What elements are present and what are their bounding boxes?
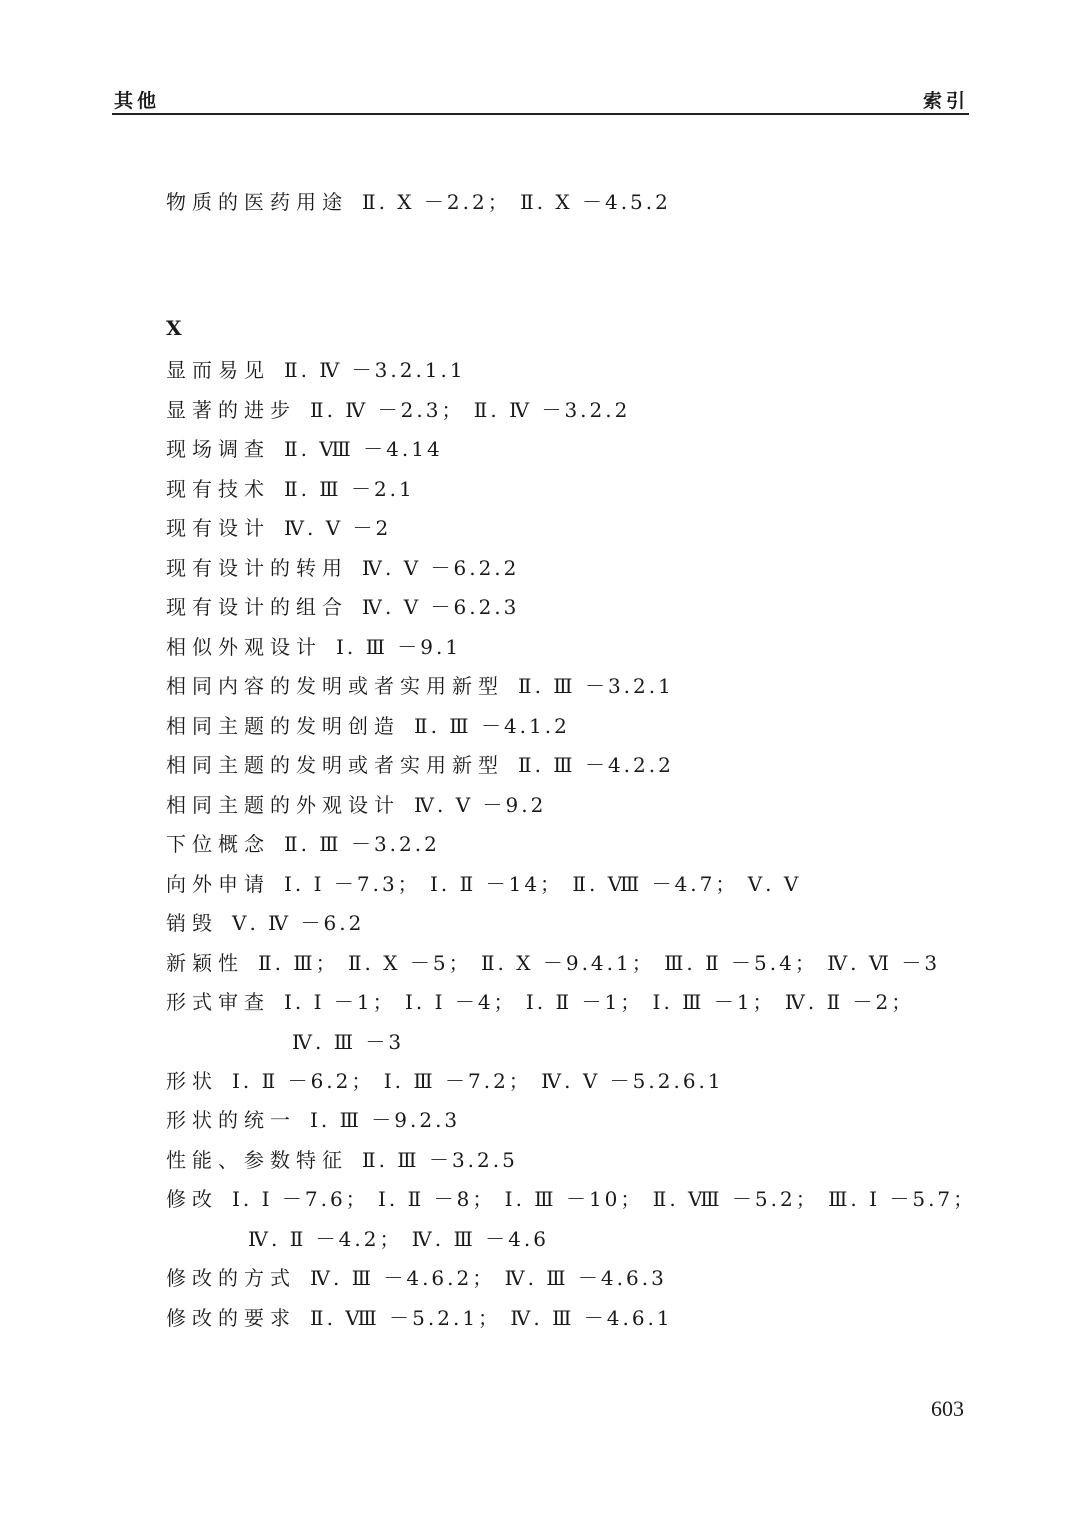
- index-term: 下位概念: [166, 832, 270, 856]
- index-entry: [166, 395, 630, 425]
- index-refs-continuation: Ⅳ. Ⅱ －4.2； Ⅳ. Ⅲ －4.6: [248, 1227, 549, 1251]
- index-refs: Ⅱ. Ⅲ －3.2.1: [518, 674, 674, 698]
- index-term: 物质的医药用途: [166, 190, 348, 214]
- page-number: 603: [931, 1396, 964, 1421]
- index-term: 相同内容的发明或者实用新型: [166, 674, 504, 698]
- index-refs: Ⅱ. Ⅲ； Ⅱ. Ⅹ －5； Ⅱ. Ⅹ －9.4.1； Ⅲ. Ⅱ －5.4； Ⅳ. Ⅵ －3: [258, 951, 941, 975]
- index-refs: Ⅳ. Ⅴ －6.2.3: [362, 595, 520, 619]
- index-entry: [166, 1145, 518, 1175]
- index-term: 现有技术: [166, 477, 270, 501]
- index-entry: [166, 1184, 976, 1214]
- index-refs: Ⅱ. Ⅲ －4.2.2: [518, 753, 674, 777]
- index-entry: [166, 1066, 724, 1096]
- index-entry: [166, 553, 519, 583]
- index-refs: Ⅱ. Ⅲ －3.2.5: [362, 1148, 518, 1172]
- index-entry: [166, 790, 546, 820]
- index-refs: Ⅰ. Ⅱ －6.2； Ⅰ. Ⅲ －7.2； Ⅳ. Ⅴ －5.2.6.1: [232, 1069, 724, 1093]
- index-term: 修改的方式: [166, 1266, 296, 1290]
- index-refs: Ⅱ. Ⅷ －4.14: [284, 437, 443, 461]
- index-entry: [166, 474, 415, 504]
- index-term: 相似外观设计: [166, 635, 322, 659]
- index-entry: [166, 908, 364, 938]
- index-refs: Ⅱ. Ⅲ －4.1.2: [414, 714, 570, 738]
- index-term: 销毁: [166, 911, 218, 935]
- index-refs: Ⅴ. Ⅳ －6.2: [232, 911, 365, 935]
- index-entry: [166, 829, 440, 859]
- index-entry: [166, 671, 674, 701]
- index-entry: [166, 1303, 673, 1333]
- header-index-title: 索引: [922, 90, 969, 112]
- index-entry: [166, 948, 940, 978]
- index-refs: Ⅰ. Ⅰ －1； Ⅰ. Ⅰ －4； Ⅰ. Ⅱ －1； Ⅰ. Ⅲ －1； Ⅳ. Ⅱ －2；: [284, 990, 915, 1014]
- index-refs: Ⅰ. Ⅲ －9.1: [336, 635, 462, 659]
- index-refs: Ⅱ. Ⅹ －2.2； Ⅱ. Ⅹ －4.5.2: [362, 190, 671, 214]
- index-refs: Ⅱ. Ⅷ －5.2.1； Ⅳ. Ⅲ －4.6.1: [310, 1306, 673, 1330]
- index-entry: [166, 750, 674, 780]
- header-rule: [112, 113, 969, 115]
- index-term: 形状: [166, 1069, 218, 1093]
- index-refs: Ⅱ. Ⅳ －3.2.1.1: [284, 358, 466, 382]
- index-entry: [166, 434, 443, 464]
- index-refs: Ⅳ. Ⅴ －2: [284, 516, 392, 540]
- index-term: 性能、参数特征: [166, 1148, 348, 1172]
- index-refs: Ⅰ. Ⅰ －7.3； Ⅰ. Ⅱ －14； Ⅱ. Ⅷ －4.7； Ⅴ. Ⅴ: [284, 872, 802, 896]
- index-entry: [166, 513, 391, 543]
- index-entry: [166, 1263, 667, 1293]
- index-refs: Ⅱ. Ⅲ －3.2.2: [284, 832, 440, 856]
- index-term: 现有设计: [166, 516, 270, 540]
- index-entry: [166, 187, 671, 217]
- index-refs: Ⅰ. Ⅰ －7.6； Ⅰ. Ⅱ －8； Ⅰ. Ⅲ －10； Ⅱ. Ⅷ －5.2； Ⅲ. Ⅰ －5.7；: [232, 1187, 977, 1211]
- index-entry: [166, 592, 519, 622]
- index-term: 形状的统一: [166, 1108, 296, 1132]
- index-term: 显著的进步: [166, 398, 296, 422]
- index-entry: [166, 711, 570, 741]
- index-term: 修改的要求: [166, 1306, 296, 1330]
- index-term: 现有设计的组合: [166, 595, 348, 619]
- index-term: 现场调查: [166, 437, 270, 461]
- index-term: 新颖性: [166, 951, 244, 975]
- index-refs: Ⅱ. Ⅲ －2.1: [284, 477, 415, 501]
- index-term: 相同主题的外观设计: [166, 793, 400, 817]
- index-entry: [166, 987, 914, 1017]
- header-section-title: 其他: [114, 90, 161, 112]
- index-refs: Ⅳ. Ⅲ －4.6.2； Ⅳ. Ⅲ －4.6.3: [310, 1266, 667, 1290]
- index-term: 现有设计的转用: [166, 556, 348, 580]
- index-entry: [166, 1105, 460, 1135]
- running-header: [112, 86, 969, 116]
- index-term: 向外申请: [166, 872, 270, 896]
- index-term: 形式审查: [166, 990, 270, 1014]
- index-term: 相同主题的发明或者实用新型: [166, 753, 504, 777]
- index-term: 修改: [166, 1187, 218, 1211]
- index-refs: Ⅳ. Ⅴ －6.2.2: [362, 556, 520, 580]
- index-term: 显而易见: [166, 358, 270, 382]
- index-term: 相同主题的发明创造: [166, 714, 400, 738]
- section-letter: X: [166, 316, 182, 340]
- index-refs: Ⅱ. Ⅳ －2.3； Ⅱ. Ⅳ －3.2.2: [310, 398, 631, 422]
- index-entry: [166, 632, 461, 662]
- index-refs: Ⅳ. Ⅴ －9.2: [414, 793, 547, 817]
- index-refs: Ⅰ. Ⅲ －9.2.3: [310, 1108, 461, 1132]
- index-entry: [166, 869, 801, 899]
- index-entry: [166, 355, 466, 385]
- index-refs-continuation: Ⅳ. Ⅲ －3: [292, 1030, 405, 1054]
